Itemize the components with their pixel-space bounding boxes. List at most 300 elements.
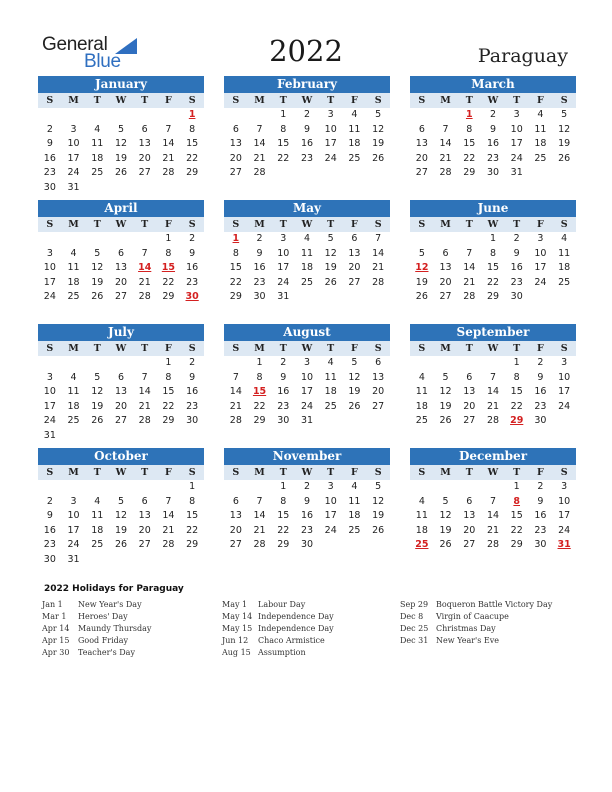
weekday-label: T bbox=[327, 219, 335, 230]
empty-cell bbox=[38, 356, 62, 371]
day-cell: 29 bbox=[253, 415, 266, 427]
day-cell: 30 bbox=[510, 291, 523, 303]
day-cell: 1 bbox=[165, 357, 172, 368]
day-cell: 16 bbox=[43, 152, 56, 164]
day-cell: 21 bbox=[253, 524, 266, 536]
holiday-day: 1 bbox=[465, 109, 473, 120]
day-cell: 18 bbox=[534, 138, 547, 150]
day-cell: 4 bbox=[351, 109, 358, 120]
day-cell: 24 bbox=[558, 400, 571, 412]
holiday-day: 15 bbox=[252, 386, 267, 398]
holiday-day: 31 bbox=[557, 539, 571, 551]
day-cell: 4 bbox=[94, 495, 101, 507]
day-cell: 20 bbox=[463, 400, 476, 412]
weekday-label: T bbox=[141, 467, 149, 478]
day-cell: 17 bbox=[324, 138, 337, 150]
day-cell: 17 bbox=[300, 386, 314, 398]
day-cell: 16 bbox=[186, 386, 199, 398]
day-cell: 27 bbox=[114, 291, 128, 303]
day-cell: 3 bbox=[46, 371, 53, 383]
weekday-label: W bbox=[487, 467, 499, 478]
day-grid bbox=[38, 480, 204, 568]
day-cell: 28 bbox=[253, 539, 266, 551]
weekday-label: W bbox=[301, 343, 313, 354]
day-cell: 16 bbox=[300, 510, 314, 522]
day-cell: 27 bbox=[463, 415, 476, 427]
day-cell: 14 bbox=[439, 138, 452, 150]
day-cell: 11 bbox=[558, 247, 571, 259]
day-cell: 16 bbox=[510, 262, 523, 274]
empty-cell bbox=[133, 356, 157, 371]
weekday-label: F bbox=[537, 467, 544, 478]
day-cell: 29 bbox=[162, 415, 175, 427]
day-cell: 4 bbox=[561, 233, 568, 244]
holiday-name: Christmas Day bbox=[436, 624, 496, 633]
day-cell: 27 bbox=[138, 167, 151, 179]
weekday-label: F bbox=[537, 219, 544, 230]
day-cell: 31 bbox=[277, 291, 290, 303]
holiday-item bbox=[222, 623, 334, 635]
day-cell: 2 bbox=[189, 233, 196, 244]
month-may bbox=[224, 200, 390, 305]
day-cell: 21 bbox=[138, 276, 151, 288]
day-cell: 8 bbox=[189, 495, 196, 507]
holidays-title: 2022 Holidays for Paraguay bbox=[44, 584, 184, 594]
empty-cell bbox=[481, 480, 505, 495]
day-cell: 6 bbox=[141, 495, 148, 507]
day-cell: 8 bbox=[232, 247, 239, 259]
day-cell: 21 bbox=[486, 524, 500, 536]
day-cell: 22 bbox=[510, 524, 523, 536]
weekday-label: T bbox=[141, 95, 149, 106]
month-december bbox=[410, 448, 576, 553]
day-cell: 1 bbox=[189, 481, 196, 492]
day-cell: 30 bbox=[534, 415, 547, 427]
day-cell: 29 bbox=[162, 291, 175, 303]
day-cell: 1 bbox=[513, 357, 520, 368]
holiday-name: Maundy Thursday bbox=[78, 624, 152, 633]
day-cell: 11 bbox=[91, 138, 104, 150]
day-cell: 13 bbox=[463, 386, 476, 398]
weekday-label: T bbox=[279, 219, 287, 230]
day-cell: 15 bbox=[186, 138, 199, 150]
day-cell: 8 bbox=[280, 123, 287, 135]
day-cell: 10 bbox=[67, 138, 80, 150]
day-cell: 11 bbox=[67, 386, 80, 398]
country-name: Paraguay bbox=[477, 45, 568, 67]
weekday-label: M bbox=[68, 95, 79, 106]
day-cell: 17 bbox=[510, 138, 523, 150]
day-cell: 8 bbox=[489, 247, 497, 259]
day-cell: 28 bbox=[253, 167, 266, 179]
day-cell: 14 bbox=[253, 138, 266, 150]
holiday-item bbox=[222, 599, 334, 611]
day-cell: 18 bbox=[91, 152, 104, 164]
weekday-label: T bbox=[465, 343, 473, 354]
day-cell: 20 bbox=[229, 152, 242, 164]
weekday-label: F bbox=[165, 95, 172, 106]
day-cell: 24 bbox=[43, 291, 56, 303]
day-cell: 25 bbox=[324, 400, 337, 412]
month-header: February bbox=[224, 76, 390, 93]
day-cell: 20 bbox=[372, 386, 385, 398]
day-cell: 7 bbox=[375, 233, 382, 244]
day-cell: 26 bbox=[348, 400, 361, 412]
holiday-name: Virgin of Caacupe bbox=[436, 612, 509, 621]
day-cell: 25 bbox=[67, 291, 80, 303]
day-cell: 16 bbox=[534, 386, 547, 398]
day-cell: 29 bbox=[510, 539, 523, 551]
holiday-name: Teacher's Day bbox=[78, 648, 135, 657]
weekday-row bbox=[224, 465, 390, 480]
holiday-date: May 15 bbox=[222, 624, 253, 633]
holiday-column bbox=[222, 599, 334, 659]
day-cell: 16 bbox=[277, 386, 290, 398]
day-cell: 4 bbox=[327, 357, 334, 368]
day-cell: 5 bbox=[375, 481, 382, 492]
day-cell: 26 bbox=[439, 539, 452, 551]
holiday-name: Independence Day bbox=[258, 612, 334, 621]
holiday-item bbox=[42, 623, 151, 635]
day-cell: 5 bbox=[94, 371, 101, 383]
empty-cell bbox=[457, 356, 481, 371]
day-grid bbox=[224, 480, 390, 553]
day-cell: 14 bbox=[486, 386, 500, 398]
day-cell: 31 bbox=[67, 181, 80, 193]
day-cell: 15 bbox=[229, 262, 242, 274]
empty-cell bbox=[248, 480, 272, 495]
day-cell: 20 bbox=[114, 400, 128, 412]
day-cell: 18 bbox=[348, 510, 361, 522]
weekday-label: S bbox=[232, 467, 240, 478]
day-cell: 13 bbox=[229, 510, 242, 522]
day-cell: 22 bbox=[253, 400, 266, 412]
empty-cell bbox=[85, 108, 109, 123]
empty-cell bbox=[157, 480, 181, 495]
day-cell: 27 bbox=[348, 276, 361, 288]
weekday-label: F bbox=[537, 343, 544, 354]
day-cell: 26 bbox=[372, 152, 385, 164]
day-cell: 16 bbox=[253, 262, 266, 274]
day-cell: 19 bbox=[372, 510, 385, 522]
day-cell: 2 bbox=[303, 481, 311, 492]
day-cell: 15 bbox=[463, 138, 476, 150]
day-cell: 10 bbox=[558, 371, 571, 383]
day-cell: 11 bbox=[348, 495, 361, 507]
weekday-label: T bbox=[327, 467, 335, 478]
day-cell: 29 bbox=[463, 167, 476, 179]
weekday-label: T bbox=[93, 467, 101, 478]
day-cell: 3 bbox=[280, 233, 287, 244]
day-cell: 12 bbox=[114, 510, 128, 522]
day-cell: 7 bbox=[489, 371, 497, 383]
day-cell: 29 bbox=[186, 167, 199, 179]
day-cell: 15 bbox=[277, 138, 290, 150]
weekday-label: S bbox=[188, 343, 196, 354]
day-cell: 4 bbox=[537, 109, 544, 120]
day-cell: 13 bbox=[229, 138, 242, 150]
day-cell: 7 bbox=[141, 247, 148, 259]
day-cell: 23 bbox=[534, 400, 547, 412]
holiday-day: 1 bbox=[188, 109, 196, 120]
holiday-date: May 1 bbox=[222, 600, 248, 609]
day-cell: 3 bbox=[537, 233, 544, 244]
day-cell: 21 bbox=[463, 276, 476, 288]
weekday-label: T bbox=[327, 95, 335, 106]
weekday-label: T bbox=[327, 343, 335, 354]
day-cell: 9 bbox=[537, 495, 544, 507]
day-cell: 26 bbox=[114, 167, 128, 179]
day-cell: 23 bbox=[300, 524, 314, 536]
day-cell: 17 bbox=[534, 262, 547, 274]
day-cell: 16 bbox=[300, 138, 314, 150]
weekday-label: M bbox=[440, 467, 451, 478]
day-cell: 11 bbox=[91, 510, 104, 522]
empty-cell bbox=[109, 232, 133, 247]
day-cell: 3 bbox=[561, 481, 568, 492]
day-cell: 25 bbox=[300, 276, 314, 288]
day-cell: 5 bbox=[351, 357, 358, 368]
day-cell: 4 bbox=[303, 233, 311, 244]
day-cell: 17 bbox=[43, 400, 56, 412]
holiday-date: May 14 bbox=[222, 612, 253, 621]
holiday-item bbox=[222, 635, 334, 647]
day-cell: 11 bbox=[67, 262, 80, 274]
day-cell: 25 bbox=[558, 276, 571, 288]
weekday-label: S bbox=[188, 95, 196, 106]
day-cell: 5 bbox=[94, 247, 101, 259]
day-cell: 14 bbox=[138, 386, 151, 398]
day-cell: 19 bbox=[439, 524, 452, 536]
empty-cell bbox=[457, 232, 481, 247]
day-cell: 22 bbox=[186, 152, 199, 164]
day-cell: 23 bbox=[253, 276, 266, 288]
empty-cell bbox=[38, 480, 62, 495]
holiday-name: New Year's Eve bbox=[436, 636, 499, 645]
day-cell: 16 bbox=[43, 524, 56, 536]
day-cell: 31 bbox=[300, 415, 314, 427]
empty-cell bbox=[109, 480, 133, 495]
holiday-name: Chaco Armistice bbox=[258, 636, 325, 645]
holiday-name: Assumption bbox=[258, 648, 306, 657]
weekday-label: S bbox=[560, 219, 568, 230]
day-cell: 18 bbox=[348, 138, 361, 150]
holiday-item bbox=[222, 611, 334, 623]
day-cell: 5 bbox=[327, 233, 334, 244]
day-cell: 30 bbox=[534, 539, 547, 551]
day-grid bbox=[410, 356, 576, 429]
weekday-label: W bbox=[301, 219, 313, 230]
month-march bbox=[410, 76, 576, 181]
weekday-label: T bbox=[141, 343, 149, 354]
day-cell: 7 bbox=[442, 123, 449, 135]
day-cell: 20 bbox=[348, 262, 361, 274]
day-grid bbox=[224, 108, 390, 181]
day-cell: 19 bbox=[324, 262, 337, 274]
weekday-row bbox=[38, 217, 204, 232]
weekday-label: S bbox=[188, 467, 196, 478]
weekday-label: W bbox=[115, 95, 127, 106]
empty-cell bbox=[157, 108, 181, 123]
weekday-label: T bbox=[513, 343, 521, 354]
empty-cell bbox=[224, 108, 248, 123]
day-cell: 16 bbox=[486, 138, 500, 150]
day-cell: 24 bbox=[324, 152, 337, 164]
day-cell: 19 bbox=[558, 138, 571, 150]
day-cell: 31 bbox=[43, 429, 56, 441]
day-cell: 19 bbox=[439, 400, 452, 412]
day-cell: 29 bbox=[186, 539, 199, 551]
empty-cell bbox=[224, 480, 248, 495]
day-cell: 13 bbox=[415, 138, 428, 150]
weekday-row bbox=[224, 93, 390, 108]
day-cell: 14 bbox=[372, 247, 385, 259]
day-cell: 26 bbox=[372, 524, 385, 536]
weekday-label: W bbox=[487, 219, 499, 230]
weekday-label: S bbox=[374, 219, 382, 230]
weekday-label: T bbox=[279, 467, 287, 478]
day-cell: 23 bbox=[277, 400, 290, 412]
month-header: January bbox=[38, 76, 204, 93]
weekday-label: T bbox=[93, 219, 101, 230]
day-cell: 12 bbox=[372, 123, 385, 135]
day-cell: 12 bbox=[91, 262, 104, 274]
weekday-label: S bbox=[374, 467, 382, 478]
day-cell: 5 bbox=[442, 371, 449, 383]
weekday-label: S bbox=[418, 343, 426, 354]
holiday-name: Labour Day bbox=[258, 600, 306, 609]
day-cell: 8 bbox=[466, 123, 473, 135]
weekday-label: M bbox=[68, 219, 79, 230]
day-cell: 28 bbox=[162, 167, 175, 179]
day-cell: 26 bbox=[114, 539, 128, 551]
empty-cell bbox=[457, 480, 481, 495]
page-title: 2022 bbox=[269, 34, 343, 68]
day-cell: 10 bbox=[43, 386, 56, 398]
day-cell: 29 bbox=[229, 291, 242, 303]
weekday-label: W bbox=[301, 95, 313, 106]
day-cell: 22 bbox=[463, 152, 476, 164]
empty-cell bbox=[133, 108, 157, 123]
day-cell: 28 bbox=[372, 276, 385, 288]
day-cell: 19 bbox=[415, 276, 428, 288]
day-cell: 23 bbox=[486, 152, 500, 164]
holiday-name: New Year's Day bbox=[78, 600, 142, 609]
day-cell: 17 bbox=[67, 524, 80, 536]
day-cell: 9 bbox=[189, 247, 196, 259]
day-cell: 17 bbox=[324, 510, 337, 522]
weekday-label: S bbox=[46, 343, 54, 354]
day-cell: 6 bbox=[117, 247, 125, 259]
weekday-row bbox=[38, 465, 204, 480]
weekday-label: M bbox=[254, 467, 265, 478]
day-cell: 18 bbox=[300, 262, 314, 274]
day-cell: 2 bbox=[256, 233, 263, 244]
day-cell: 17 bbox=[558, 510, 571, 522]
weekday-label: T bbox=[279, 343, 287, 354]
day-cell: 7 bbox=[141, 371, 148, 383]
day-cell: 14 bbox=[253, 510, 266, 522]
day-cell: 12 bbox=[439, 510, 452, 522]
day-cell: 4 bbox=[70, 247, 77, 259]
day-cell: 28 bbox=[138, 291, 151, 303]
day-cell: 6 bbox=[351, 233, 358, 244]
day-cell: 20 bbox=[138, 152, 151, 164]
day-cell: 27 bbox=[138, 539, 151, 551]
day-grid bbox=[410, 232, 576, 305]
day-cell: 15 bbox=[186, 510, 199, 522]
day-cell: 15 bbox=[277, 510, 290, 522]
day-cell: 9 bbox=[46, 138, 53, 150]
day-cell: 18 bbox=[558, 262, 571, 274]
day-cell: 27 bbox=[229, 167, 242, 179]
empty-cell bbox=[481, 356, 505, 371]
day-cell: 24 bbox=[67, 167, 80, 179]
weekday-label: T bbox=[465, 95, 473, 106]
day-cell: 24 bbox=[300, 400, 314, 412]
day-cell: 13 bbox=[114, 262, 128, 274]
holiday-date: Jan 1 bbox=[42, 600, 63, 609]
holiday-day: 25 bbox=[415, 539, 429, 551]
holiday-day: 12 bbox=[415, 262, 429, 274]
day-cell: 28 bbox=[138, 415, 151, 427]
day-grid bbox=[224, 232, 390, 305]
day-cell: 28 bbox=[486, 415, 500, 427]
weekday-label: W bbox=[487, 95, 499, 106]
weekday-label: F bbox=[537, 95, 544, 106]
day-cell: 20 bbox=[229, 524, 242, 536]
day-cell: 8 bbox=[256, 371, 263, 383]
weekday-label: S bbox=[560, 95, 568, 106]
day-cell: 23 bbox=[43, 539, 56, 551]
day-cell: 12 bbox=[372, 495, 385, 507]
day-cell: 19 bbox=[91, 276, 104, 288]
month-header: June bbox=[410, 200, 576, 217]
logo-text-blue: Blue bbox=[84, 51, 121, 72]
empty-cell bbox=[248, 108, 272, 123]
day-cell: 21 bbox=[486, 400, 500, 412]
weekday-label: S bbox=[418, 219, 426, 230]
day-cell: 2 bbox=[489, 109, 497, 120]
weekday-label: S bbox=[46, 95, 54, 106]
day-cell: 9 bbox=[303, 123, 311, 135]
weekday-label: M bbox=[440, 343, 451, 354]
empty-cell bbox=[224, 356, 248, 371]
day-cell: 5 bbox=[418, 247, 425, 259]
holiday-day: 1 bbox=[232, 233, 240, 244]
weekday-label: S bbox=[188, 219, 196, 230]
weekday-label: M bbox=[254, 343, 265, 354]
empty-cell bbox=[85, 480, 109, 495]
day-cell: 6 bbox=[232, 495, 239, 507]
day-cell: 26 bbox=[558, 152, 571, 164]
holiday-day: 30 bbox=[185, 291, 199, 303]
holiday-item bbox=[400, 635, 552, 647]
day-cell: 5 bbox=[117, 123, 125, 135]
empty-cell bbox=[38, 108, 62, 123]
day-cell: 10 bbox=[67, 510, 80, 522]
weekday-label: T bbox=[141, 219, 149, 230]
day-cell: 26 bbox=[439, 415, 452, 427]
weekday-row bbox=[410, 465, 576, 480]
day-cell: 18 bbox=[67, 276, 80, 288]
day-cell: 26 bbox=[91, 291, 104, 303]
day-cell: 14 bbox=[162, 510, 175, 522]
day-cell: 13 bbox=[138, 510, 151, 522]
day-cell: 3 bbox=[561, 357, 568, 368]
empty-cell bbox=[410, 480, 434, 495]
day-cell: 24 bbox=[324, 524, 337, 536]
